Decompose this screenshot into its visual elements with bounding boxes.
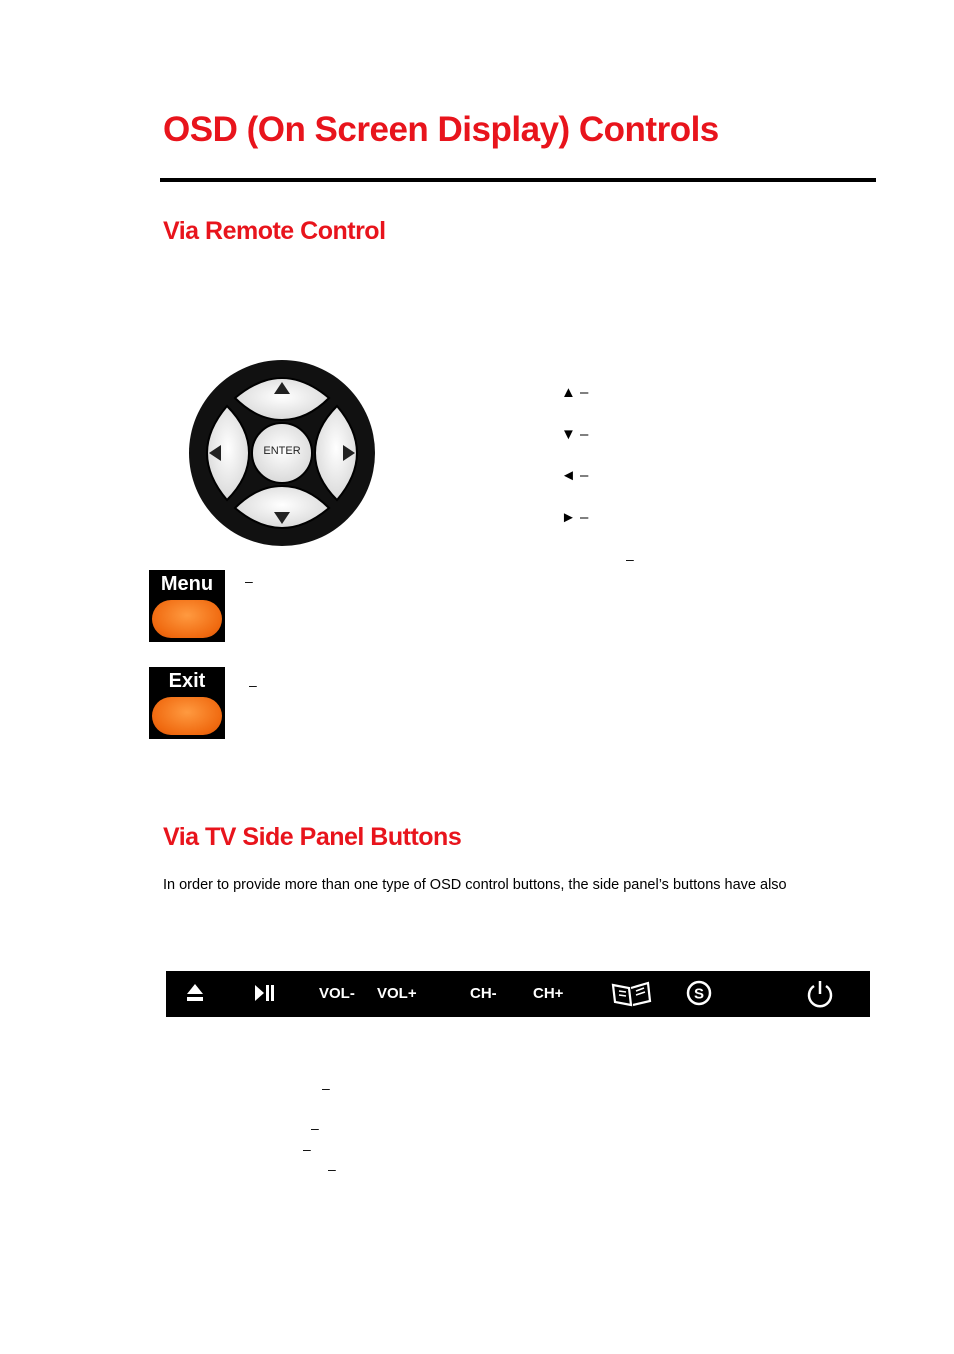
dpad-enter-label: ENTER xyxy=(263,445,301,457)
enter-item-dash: – xyxy=(626,551,634,567)
side-panel-strip xyxy=(166,971,870,1017)
arrow-item-right: ► – xyxy=(561,509,589,526)
book-icon xyxy=(610,971,652,1017)
exit-button-pill xyxy=(152,697,222,735)
remote-section-heading: Via Remote Control xyxy=(163,217,386,245)
panel-desc-dash-2: – xyxy=(311,1120,319,1136)
eject-icon xyxy=(186,971,204,1017)
menu-button-label: Menu xyxy=(160,573,214,595)
title-divider xyxy=(160,178,876,182)
arrow-up-icon: ▲ xyxy=(561,384,576,401)
arrow-item-down: ▼ – xyxy=(561,426,589,443)
panel-desc-dash-3: – xyxy=(303,1141,311,1157)
exit-item-dash: – xyxy=(249,677,257,693)
ch-plus-label: CH+ xyxy=(533,985,564,1002)
panel-desc-dash-1: – xyxy=(322,1080,330,1096)
menu-button-illustration xyxy=(149,570,225,642)
exit-button-illustration xyxy=(149,667,225,739)
panel-section-heading: Via TV Side Panel Buttons xyxy=(163,823,462,851)
svg-text:S: S xyxy=(693,985,705,1003)
arrow-down-icon: ▼ xyxy=(561,426,576,443)
menu-item-dash: – xyxy=(245,573,253,589)
arrow-right-icon: ► xyxy=(561,509,576,526)
source-icon xyxy=(685,971,713,1017)
dpad-illustration xyxy=(187,358,377,548)
arrow-item-up: ▲ – xyxy=(561,384,589,401)
arrow-left-icon: ◄ xyxy=(561,467,576,484)
arrow-item-left: ◄ – xyxy=(561,467,589,484)
exit-button-label: Exit xyxy=(168,670,206,692)
vol-minus-label: VOL- xyxy=(319,985,355,1002)
menu-button-pill xyxy=(152,600,222,638)
page-title: OSD (On Screen Display) Controls xyxy=(163,110,719,149)
play-pause-icon xyxy=(254,971,276,1017)
power-icon xyxy=(806,971,834,1017)
panel-intro-text: In order to provide more than one type of OSD control buttons, the side panel’s buttons have also xyxy=(163,877,787,893)
panel-desc-dash-4: – xyxy=(328,1161,336,1177)
ch-minus-label: CH- xyxy=(470,985,497,1002)
vol-plus-label: VOL+ xyxy=(377,985,417,1002)
